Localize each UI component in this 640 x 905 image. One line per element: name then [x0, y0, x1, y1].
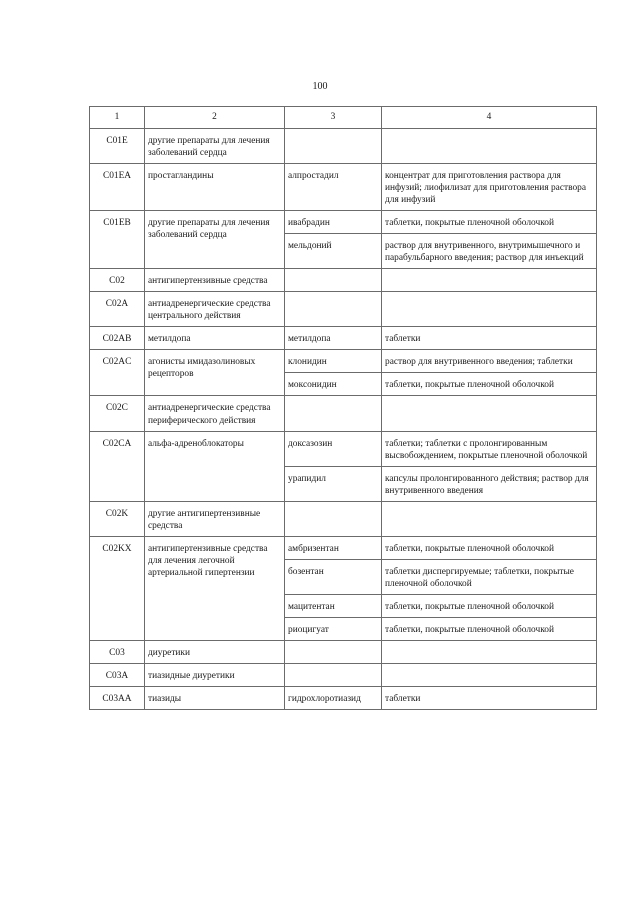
inn-cell: доксазозин: [285, 431, 382, 466]
inn-cell: [285, 501, 382, 536]
atc-code-cell: C01E: [90, 129, 145, 164]
dosage-form-cell: [382, 663, 597, 686]
dosage-form-cell: [382, 640, 597, 663]
dosage-form-cell: таблетки: [382, 686, 597, 709]
table-row: [90, 501, 597, 536]
group-name-cell: антигипертензивные средства для лечения легочной артериальной гипертензии: [145, 536, 285, 640]
inn-cell: мацитентан: [285, 594, 382, 617]
table-row: [90, 686, 597, 709]
inn-cell: алпростадил: [285, 164, 382, 211]
inn-cell: гидрохлоротиазид: [285, 686, 382, 709]
group-name-cell: другие препараты для лечения заболеваний сердца: [145, 129, 285, 164]
table-row: [90, 536, 597, 559]
inn-cell: амбризентан: [285, 536, 382, 559]
page-number: 100: [312, 81, 328, 92]
inn-cell: ивабрадин: [285, 211, 382, 234]
dosage-form-cell: [382, 501, 597, 536]
table-header-row: [90, 107, 597, 129]
group-name-cell: метилдопа: [145, 327, 285, 350]
dosage-form-cell: таблетки, покрытые пленочной оболочкой: [382, 211, 597, 234]
table-row: [90, 350, 597, 373]
group-name-cell: альфа-адреноблокаторы: [145, 431, 285, 501]
group-name-cell: другие препараты для лечения заболеваний сердца: [145, 211, 285, 269]
group-name-cell: антигипертензивные средства: [145, 269, 285, 292]
dosage-form-cell: таблетки, покрытые пленочной оболочкой: [382, 536, 597, 559]
group-name-cell: тиазидные диуретики: [145, 663, 285, 686]
column-header-code: 1: [90, 107, 145, 129]
inn-cell: [285, 129, 382, 164]
dosage-form-cell: [382, 129, 597, 164]
inn-cell: [285, 640, 382, 663]
inn-cell: моксонидин: [285, 373, 382, 396]
dosage-form-cell: таблетки: [382, 327, 597, 350]
dosage-form-cell: таблетки, покрытые пленочной оболочкой: [382, 373, 597, 396]
atc-code-cell: C02A: [90, 292, 145, 327]
inn-cell: клонидин: [285, 350, 382, 373]
column-header-dosage-form: 4: [382, 107, 597, 129]
group-name-cell: антиадренергические средства периферического действия: [145, 396, 285, 431]
table-row: [90, 211, 597, 234]
dosage-form-cell: таблетки диспергируемые; таблетки, покрытые пленочной оболочкой: [382, 559, 597, 594]
atc-code-cell: C02K: [90, 501, 145, 536]
atc-code-cell: C02KX: [90, 536, 145, 640]
group-name-cell: тиазиды: [145, 686, 285, 709]
atc-code-cell: C02CA: [90, 431, 145, 501]
table-row: [90, 129, 597, 164]
atc-code-cell: C02AC: [90, 350, 145, 396]
atc-code-cell: C03A: [90, 663, 145, 686]
column-header-group-name: 2: [145, 107, 285, 129]
atc-code-cell: C01EB: [90, 211, 145, 269]
dosage-form-cell: таблетки, покрытые пленочной оболочкой: [382, 594, 597, 617]
column-header-inn: 3: [285, 107, 382, 129]
dosage-form-cell: раствор для внутривенного введения; таблетки: [382, 350, 597, 373]
group-name-cell: антиадренергические средства центрального действия: [145, 292, 285, 327]
dosage-form-cell: таблетки, покрытые пленочной оболочкой: [382, 617, 597, 640]
dosage-form-cell: [382, 292, 597, 327]
table-row: [90, 327, 597, 350]
atc-code-cell: C03: [90, 640, 145, 663]
atc-code-cell: C02C: [90, 396, 145, 431]
inn-cell: мельдоний: [285, 234, 382, 269]
inn-cell: [285, 396, 382, 431]
dosage-form-cell: раствор для внутривенного, внутримышечного и парабульбарного введения; раствор для инъекций: [382, 234, 597, 269]
group-name-cell: другие антигипертензивные средства: [145, 501, 285, 536]
inn-cell: риоцигуат: [285, 617, 382, 640]
table-row: [90, 269, 597, 292]
drug-list-table: [89, 106, 597, 710]
inn-cell: [285, 269, 382, 292]
dosage-form-cell: [382, 396, 597, 431]
dosage-form-cell: [382, 269, 597, 292]
inn-cell: урапидил: [285, 466, 382, 501]
table-row: [90, 396, 597, 431]
atc-code-cell: C03AA: [90, 686, 145, 709]
dosage-form-cell: таблетки; таблетки с пролонгированным высвобождением, покрытые пленочной оболочкой: [382, 431, 597, 466]
inn-cell: [285, 663, 382, 686]
atc-code-cell: C01EA: [90, 164, 145, 211]
table-row: [90, 292, 597, 327]
inn-cell: бозентан: [285, 559, 382, 594]
table-row: [90, 164, 597, 211]
group-name-cell: простагландины: [145, 164, 285, 211]
table-body: [90, 129, 597, 710]
dosage-form-cell: концентрат для приготовления раствора для инфузий; лиофилизат для приготовления раствора для инфузий: [382, 164, 597, 211]
table-row: [90, 640, 597, 663]
table-row: [90, 431, 597, 466]
inn-cell: метилдопа: [285, 327, 382, 350]
atc-code-cell: C02: [90, 269, 145, 292]
table-row: [90, 663, 597, 686]
inn-cell: [285, 292, 382, 327]
atc-code-cell: C02AB: [90, 327, 145, 350]
group-name-cell: диуретики: [145, 640, 285, 663]
group-name-cell: агонисты имидазолиновых рецепторов: [145, 350, 285, 396]
dosage-form-cell: капсулы пролонгированного действия; раствор для внутривенного введения: [382, 466, 597, 501]
